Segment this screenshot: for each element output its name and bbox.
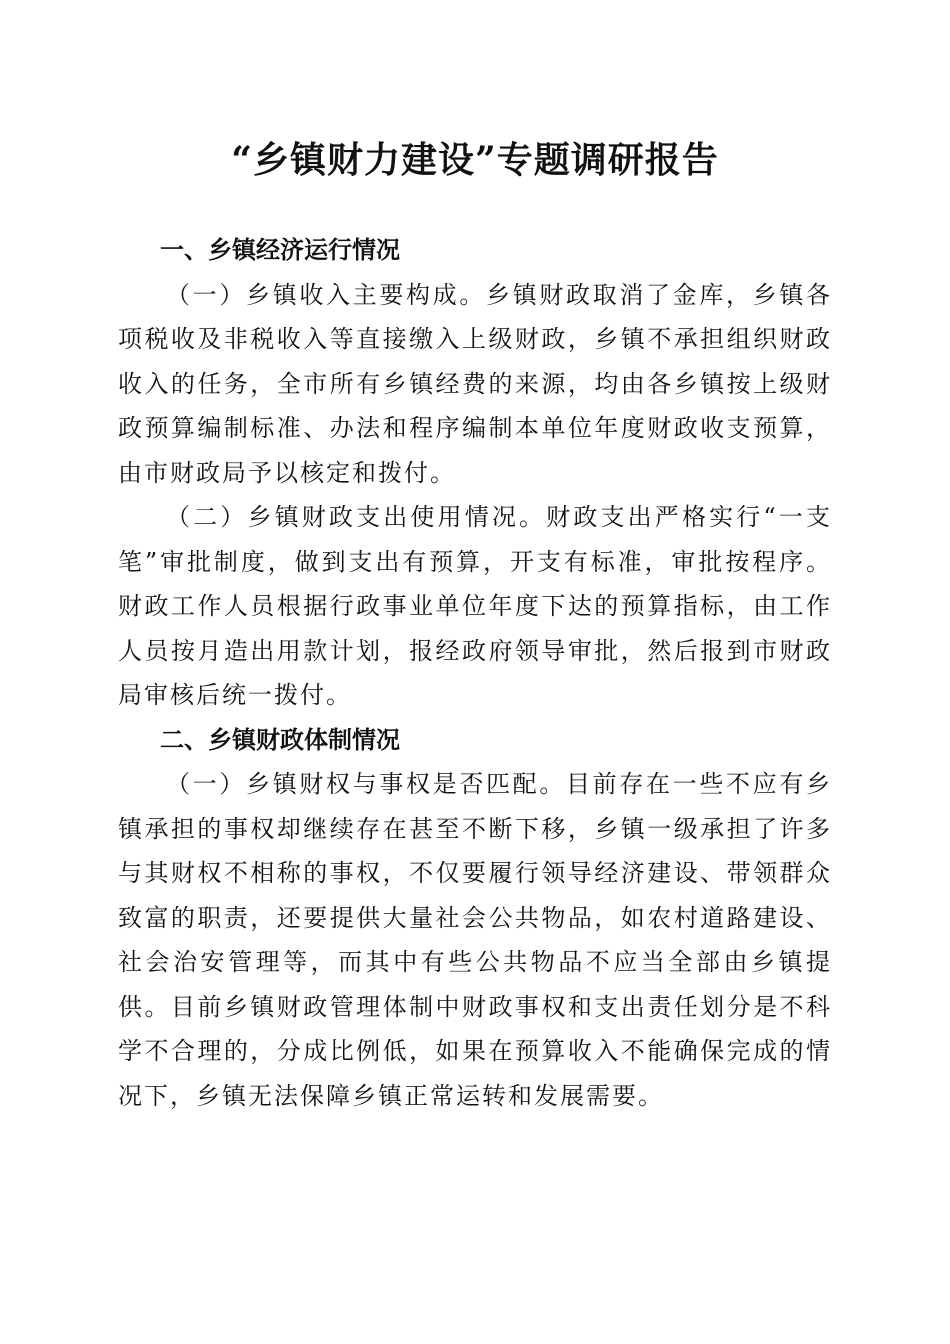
- paragraph-lead: （一）乡镇财权与事权是否匹配。: [166, 770, 566, 798]
- paragraph-lead: （一）乡镇收入主要构成。: [166, 280, 486, 309]
- paragraph-body: 乡镇财政取消了金库，乡镇各项税收及非税收入等直接缴入上级财政，乡镇不承担组织财政收入的任务，全市所有乡镇经费的来源，均由各乡镇按上级财政预算编制标准、办法和程序编制本单位年度财政收支预算，由市财政局予以核定和拨付。: [118, 280, 832, 487]
- paragraph-1-1: [118, 273, 832, 496]
- document-body: [118, 228, 832, 1118]
- paragraph-2-1: [118, 762, 832, 1118]
- section-heading-2: 二、乡镇财政体制情况: [160, 725, 400, 754]
- paragraph-body: 目前存在一些不应有乡镇承担的事权却继续存在甚至不断下移，乡镇一级承担了许多与其财权不相称的事权，不仅要履行领导经济建设、带领群众致富的职责，还要提供大量社会公共物品，如农村道路建设、社会治安管理等，而其中有些公共物品不应当全部由乡镇提供。目前乡镇财政管理体制中财政事权和支出责任划分是不科学不合理的，分成比例低，如果在预算收入不能确保完成的情况下，乡镇无法保障乡镇正常运转和发展需要。: [118, 770, 832, 1110]
- paragraph-1-2: [118, 495, 832, 718]
- paragraph-body: 财政支出严格实行“一支笔”审批制度，做到支出有预算，开支有标准，审批按程序。财政工作人员根据行政事业单位年度下达的预算指标，由工作人员按月造出用款计划，报经政府领导审批，然后报到市财政局审核后统一拨付。: [118, 503, 832, 709]
- document-title: “乡镇财力建设”专题调研报告: [231, 139, 719, 181]
- section-heading-1: 一、乡镇经济运行情况: [160, 236, 400, 264]
- paragraph-lead: （二）乡镇财政支出使用情况。: [166, 503, 547, 531]
